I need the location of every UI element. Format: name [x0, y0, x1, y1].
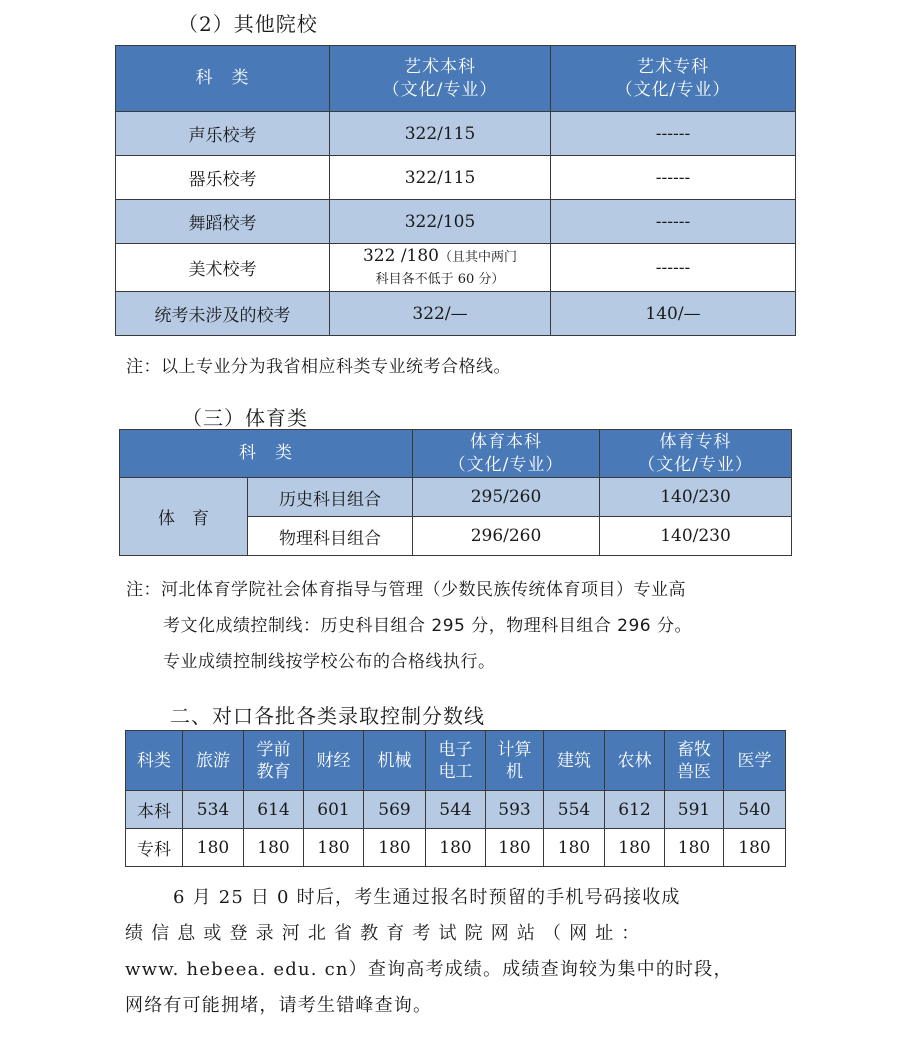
closing-paragraph: 6 月 25 日 0 时后，考生通过报名时预留的手机号码接收成 绩 信 息 或 登 录 河 北 省 教 育 考 试 院 网 站 （ 网 址 ： www. hebeea. edu. cn）查询高考成绩。成绩查询较为集中的时段， 网络有可能拥堵，请考生错峰查询。	[125, 887, 733, 1016]
score-cell: 180	[544, 829, 605, 867]
row-label: 本科	[126, 791, 183, 829]
row-category: 统考未涉及的校考	[116, 292, 330, 336]
score-cell: 614	[244, 791, 304, 829]
row-junior-score: 140/—	[551, 292, 796, 336]
group-label-sports: 体 育	[120, 478, 248, 556]
section-heading-vocational: 二、对口各批各类录取控制分数线	[170, 704, 485, 728]
table-row	[116, 292, 796, 336]
score-cell: 180	[665, 829, 724, 867]
col-header-major: 财经	[304, 731, 364, 791]
col-header-major: 电子 电工	[426, 731, 486, 791]
art-other-schools-table	[115, 45, 796, 336]
row-category: 舞蹈校考	[116, 200, 330, 244]
row-bachelor-score: 295/260	[413, 478, 600, 517]
score-cell: 180	[304, 829, 364, 867]
col-header-major: 旅游	[183, 731, 244, 791]
row-junior-score: ------	[551, 112, 796, 156]
score-cell: 180	[364, 829, 426, 867]
vocational-table	[125, 730, 786, 867]
col-header-major: 学前 教育	[244, 731, 304, 791]
section-heading-other-schools: （2）其他院校	[178, 12, 318, 36]
section-heading-sports: （三）体育类	[182, 406, 308, 430]
row-junior-score: 140/230	[600, 517, 792, 556]
table-row	[116, 244, 796, 292]
score-cell: 180	[724, 829, 786, 867]
score-cell: 180	[486, 829, 544, 867]
note-other-schools: 注：以上专业分为我省相应科类专业统考合格线。	[126, 357, 511, 377]
col-header-sports-bachelor: 体育本科 （文化/专业）	[413, 430, 600, 478]
table-row	[116, 156, 796, 200]
table-row-junior	[126, 829, 786, 867]
score-cell: 180	[605, 829, 665, 867]
row-bachelor-score: 322/115	[330, 112, 551, 156]
score-cell: 593	[486, 791, 544, 829]
note-sports: 注：河北体育学院社会体育指导与管理（少数民族传统体育项目）专业高 考文化成绩控制线：历史科目组合 295 分，物理科目组合 296 分。 专业成绩控制线按学校公布的合格线执行。	[126, 580, 693, 672]
col-header-category: 科 类	[116, 46, 330, 112]
col-header-major: 计算 机	[486, 731, 544, 791]
score-cell: 180	[426, 829, 486, 867]
col-header-sports-junior: 体育专科 （文化/专业）	[600, 430, 792, 478]
row-combo: 物理科目组合	[248, 517, 413, 556]
col-header-category: 科类	[126, 731, 183, 791]
row-combo: 历史科目组合	[248, 478, 413, 517]
sports-table	[119, 429, 792, 556]
row-bachelor-score: 322/105	[330, 200, 551, 244]
row-junior-score: ------	[551, 156, 796, 200]
score-cell: 534	[183, 791, 244, 829]
score-cell: 601	[304, 791, 364, 829]
score-cell: 612	[605, 791, 665, 829]
score-cell: 554	[544, 791, 605, 829]
row-junior-score: 140/230	[600, 478, 792, 517]
row-bachelor-score: 296/260	[413, 517, 600, 556]
row-category: 声乐校考	[116, 112, 330, 156]
col-header-category: 科 类	[120, 430, 413, 478]
score-cell: 180	[244, 829, 304, 867]
row-junior-score: ------	[551, 244, 796, 292]
col-header-major: 医学	[724, 731, 786, 791]
col-header-major: 农林	[605, 731, 665, 791]
row-category: 美术校考	[116, 244, 330, 292]
table-row	[116, 112, 796, 156]
table-row	[116, 200, 796, 244]
row-bachelor-score: 322 /180（且其中两门 科目各不低于 60 分）	[330, 244, 551, 292]
row-category: 器乐校考	[116, 156, 330, 200]
score-cell: 540	[724, 791, 786, 829]
score-cell: 569	[364, 791, 426, 829]
score-cell: 544	[426, 791, 486, 829]
col-header-art-junior: 艺术专科 （文化/专业）	[551, 46, 796, 112]
col-header-major: 机械	[364, 731, 426, 791]
row-junior-score: ------	[551, 200, 796, 244]
row-bachelor-score: 322/—	[330, 292, 551, 336]
score-cell: 591	[665, 791, 724, 829]
col-header-art-bachelor: 艺术本科 （文化/专业）	[330, 46, 551, 112]
row-bachelor-score: 322/115	[330, 156, 551, 200]
table-row-bachelor	[126, 791, 786, 829]
score-cell: 180	[183, 829, 244, 867]
col-header-major: 建筑	[544, 731, 605, 791]
table-row	[120, 478, 792, 517]
row-label: 专科	[126, 829, 183, 867]
col-header-major: 畜牧 兽医	[665, 731, 724, 791]
